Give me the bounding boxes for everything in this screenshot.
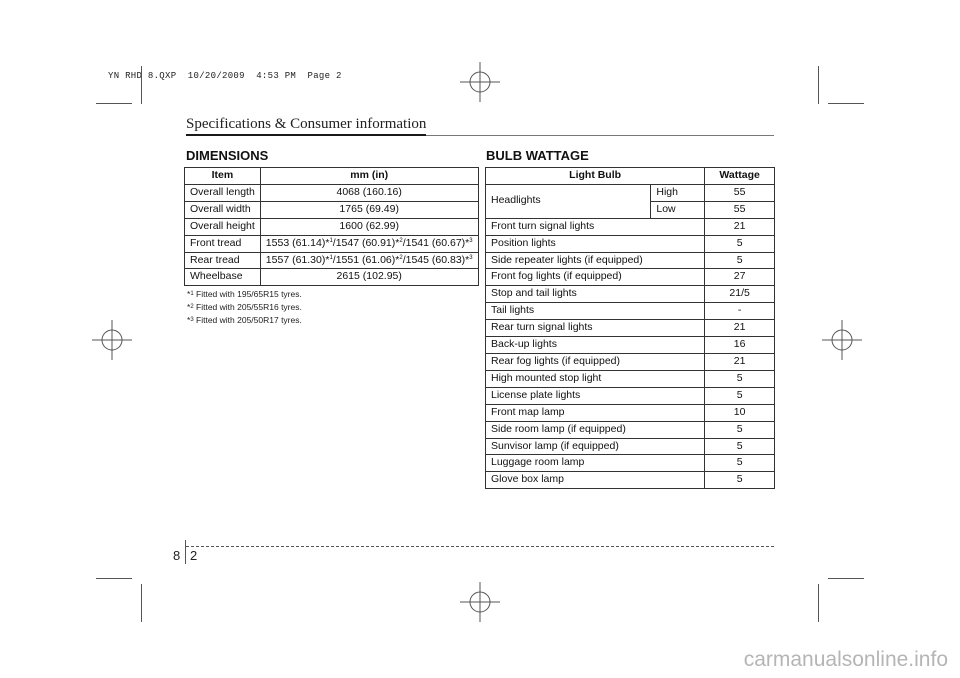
table-row <box>185 201 479 218</box>
bulb-wattage: 16 <box>705 337 775 354</box>
bulb-name: Position lights <box>486 235 705 252</box>
dimension-value: 2615 (102.95) <box>260 269 478 286</box>
column-header-item: Item <box>185 168 261 185</box>
dimension-item: Overall length <box>185 184 261 201</box>
table-row <box>486 235 775 252</box>
dimensions-table <box>184 167 479 286</box>
bulb-wattage: 5 <box>705 421 775 438</box>
table-row <box>486 353 775 370</box>
table-header-row <box>486 168 775 185</box>
dimension-value: 1765 (69.49) <box>260 201 478 218</box>
table-row <box>486 404 775 421</box>
registration-mark-icon <box>822 320 862 360</box>
registration-mark-icon <box>460 582 500 622</box>
dimension-item: Overall height <box>185 218 261 235</box>
page-number: 2 <box>190 548 198 563</box>
table-row <box>486 218 775 235</box>
table-row <box>486 269 775 286</box>
registration-mark-icon <box>460 62 500 102</box>
column-header-light-bulb: Light Bulb <box>486 168 705 185</box>
bulb-name: Front turn signal lights <box>486 218 705 235</box>
bulb-wattage: 27 <box>705 269 775 286</box>
print-slug: YN RHD 8.QXP 10/20/2009 4:53 PM Page 2 <box>108 71 342 81</box>
bulb-name: Tail lights <box>486 303 705 320</box>
crop-mark <box>141 584 142 622</box>
bulb-wattage: 5 <box>705 387 775 404</box>
dimension-item: Overall width <box>185 201 261 218</box>
bulb-wattage: 5 <box>705 252 775 269</box>
bulb-wattage: 21 <box>705 353 775 370</box>
header-rule <box>426 135 774 136</box>
column-header-value: mm (in) <box>260 168 478 185</box>
table-row <box>486 184 775 201</box>
headlights-high-label: High <box>651 184 705 201</box>
dimension-item: Front tread <box>185 235 261 252</box>
table-row <box>486 387 775 404</box>
table-row <box>486 455 775 472</box>
bulb-name: Sunvisor lamp (if equipped) <box>486 438 705 455</box>
crop-mark <box>96 578 132 579</box>
bulb-wattage: 5 <box>705 235 775 252</box>
crop-mark <box>818 66 819 104</box>
table-row <box>185 235 479 252</box>
bulb-name: Rear turn signal lights <box>486 320 705 337</box>
chapter-number: 8 <box>173 548 181 563</box>
table-row <box>486 421 775 438</box>
bulb-name: Side room lamp (if equipped) <box>486 421 705 438</box>
bulb-wattage: 5 <box>705 455 775 472</box>
dimension-item: Rear tread <box>185 252 261 269</box>
crop-mark <box>141 66 142 104</box>
crop-mark <box>818 584 819 622</box>
table-row <box>486 438 775 455</box>
registration-mark-icon <box>92 320 132 360</box>
column-header-wattage: Wattage <box>705 168 775 185</box>
table-row <box>486 252 775 269</box>
bulb-name: Side repeater lights (if equipped) <box>486 252 705 269</box>
headlights-high-wattage: 55 <box>705 184 775 201</box>
bulb-name: Front map lamp <box>486 404 705 421</box>
watermark-text: carmanualsonline.info <box>743 648 948 671</box>
table-row <box>185 218 479 235</box>
crop-mark <box>828 578 864 579</box>
bulb-name: Rear fog lights (if equipped) <box>486 353 705 370</box>
bulb-wattage: 21/5 <box>705 286 775 303</box>
bulb-name: Back-up lights <box>486 337 705 354</box>
crop-mark <box>828 103 864 104</box>
table-row <box>486 286 775 303</box>
bulb-name: Luggage room lamp <box>486 455 705 472</box>
table-row <box>486 472 775 489</box>
crop-mark <box>96 103 132 104</box>
table-row <box>486 370 775 387</box>
dimension-value: 1557 (61.30)*$^1$/1551 (61.06)*$^2$/1545 (60.83)*$^3$ <box>260 252 478 269</box>
table-row <box>185 184 479 201</box>
bulb-name: Stop and tail lights <box>486 286 705 303</box>
page-number-divider <box>185 540 186 564</box>
table-row <box>185 252 479 269</box>
dimension-value: 1553 (61.14)*$^1$/1547 (60.91)*$^2$/1541 (60.67)*$^3$ <box>260 235 478 252</box>
dimension-value: 1600 (62.99) <box>260 218 478 235</box>
bulb-wattage: 21 <box>705 218 775 235</box>
table-row <box>486 303 775 320</box>
dimension-value: 4068 (160.16) <box>260 184 478 201</box>
page-footer-rule <box>186 546 774 547</box>
bulb-wattage: 5 <box>705 438 775 455</box>
bulb-name: Glove box lamp <box>486 472 705 489</box>
footnote: *$^3$ Fitted with 205/50R17 tyres. <box>187 315 302 325</box>
headlights-low-label: Low <box>651 201 705 218</box>
table-row <box>486 320 775 337</box>
bulb-wattage: 5 <box>705 370 775 387</box>
table-header-row <box>185 168 479 185</box>
bulb-wattage: 21 <box>705 320 775 337</box>
footnote: *$^1$ Fitted with 195/65R15 tyres. <box>187 289 302 299</box>
headlights-label: Headlights <box>486 184 651 218</box>
table-row <box>185 269 479 286</box>
bulb-name: High mounted stop light <box>486 370 705 387</box>
bulb-name: License plate lights <box>486 387 705 404</box>
table-row <box>486 337 775 354</box>
header-underline <box>186 134 426 136</box>
bulb-wattage-table <box>485 167 775 489</box>
bulb-wattage: - <box>705 303 775 320</box>
dimension-item: Wheelbase <box>185 269 261 286</box>
bulb-wattage: 10 <box>705 404 775 421</box>
page-header-title: Specifications & Consumer information <box>186 116 427 132</box>
headlights-low-wattage: 55 <box>705 201 775 218</box>
bulb-wattage-title: BULB WATTAGE <box>486 148 589 163</box>
bulb-name: Front fog lights (if equipped) <box>486 269 705 286</box>
footnote: *$^2$ Fitted with 205/55R16 tyres. <box>187 302 302 312</box>
bulb-wattage: 5 <box>705 472 775 489</box>
dimensions-title: DIMENSIONS <box>186 148 269 163</box>
